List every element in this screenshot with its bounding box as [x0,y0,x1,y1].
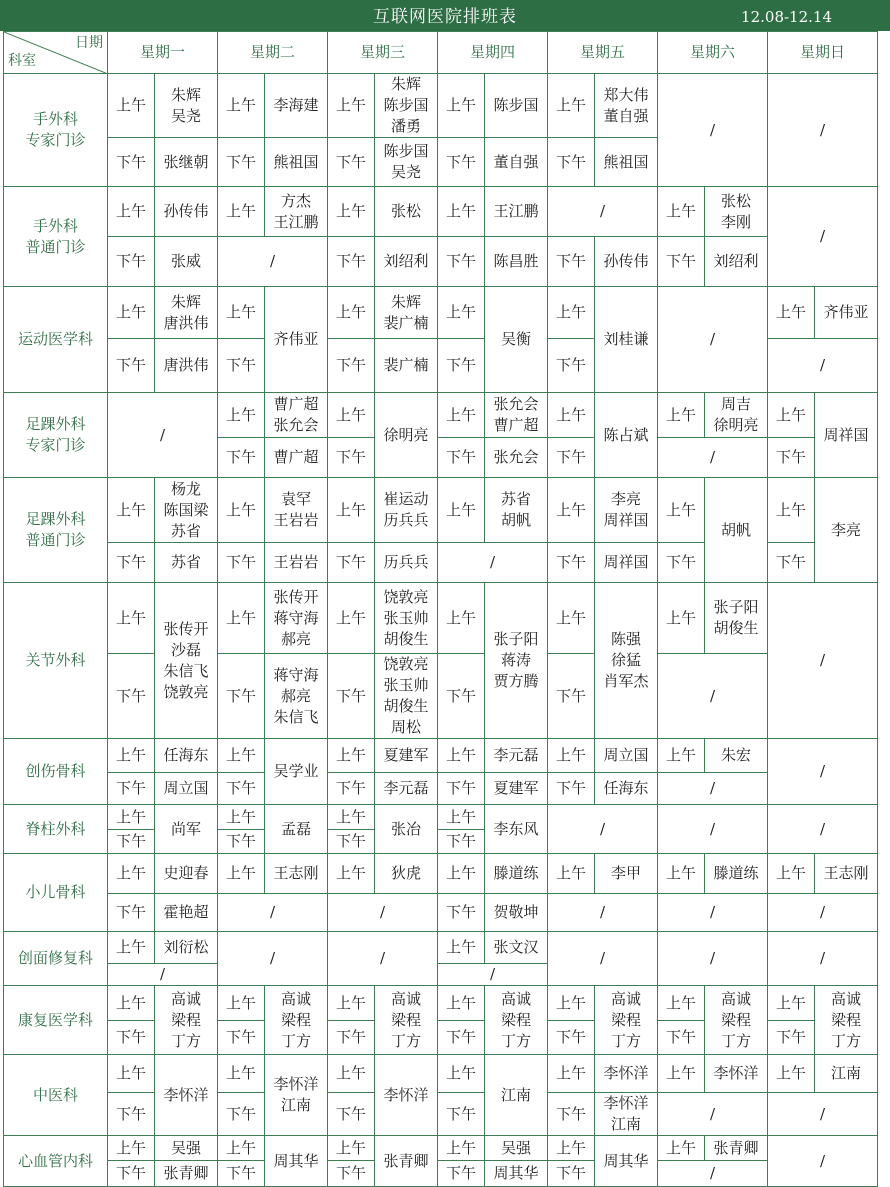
page-title: 互联网医院排班表 [373,7,517,27]
am-label: 上午 [328,854,375,894]
am-label: 上午 [328,805,375,830]
am-label: 上午 [548,74,595,138]
doctor-cell[interactable]: 张允会 曹广超 [485,393,548,438]
am-label: 上午 [658,187,705,237]
no-clinic-slash: / [438,964,548,986]
no-clinic-slash: / [218,932,328,986]
pm-label: 下午 [218,339,265,393]
no-clinic-slash: / [328,932,438,986]
am-label: 上午 [328,1136,375,1161]
am-label: 上午 [218,187,265,237]
day-header: 星期二 [218,32,328,74]
am-label: 上午 [108,932,155,964]
doctor-cell[interactable]: 张子阳 胡俊生 [705,583,768,654]
pm-label: 下午 [438,138,485,187]
am-label: 上午 [658,583,705,654]
doctor-cell[interactable]: 李亮 周祥国 [595,478,658,543]
doctor-cell[interactable]: 苏省 胡帆 [485,478,548,543]
am-label: 上午 [658,854,705,894]
doctor-cell[interactable]: 李海建 [265,74,328,138]
am-label: 上午 [328,287,375,339]
am-label: 上午 [658,739,705,773]
am-label: 上午 [438,74,485,138]
doctor-cell[interactable]: 高诚 梁程 丁方 [705,986,768,1055]
pm-label: 下午 [328,654,375,739]
no-clinic-slash: / [768,894,878,932]
doctor-cell[interactable]: 周立国 [595,739,658,773]
doctor-cell[interactable]: 周吉 徐明亮 [705,393,768,438]
pm-label: 下午 [438,438,485,478]
am-label: 上午 [768,1055,815,1093]
no-clinic-slash: / [768,74,878,187]
am-label: 上午 [108,805,155,830]
pm-label: 下午 [328,830,375,854]
am-label: 上午 [108,287,155,339]
no-clinic-slash: / [658,654,768,739]
doctor-cell[interactable]: 刘绍利 [375,237,438,287]
doctor-cell[interactable]: 李亮 [815,478,878,583]
am-label: 上午 [108,1055,155,1093]
pm-label: 下午 [438,773,485,805]
pm-label: 下午 [548,237,595,287]
doctor-cell[interactable]: 周祥国 [595,543,658,583]
pm-label: 下午 [328,138,375,187]
doctor-cell[interactable]: 江南 [815,1055,878,1093]
pm-label: 下午 [328,543,375,583]
am-label: 上午 [218,393,265,438]
dept-name: 手外科 专家门诊 [4,74,108,187]
doctor-cell[interactable]: 杨龙 陈国梁 苏省 [155,478,218,543]
doctor-cell[interactable]: 滕道练 [705,854,768,894]
pm-label: 下午 [218,138,265,187]
am-label: 上午 [548,1136,595,1161]
doctor-cell[interactable]: 高诚 梁程 丁方 [155,986,218,1055]
pm-label: 下午 [108,654,155,739]
doctor-cell[interactable]: 李甲 [595,854,658,894]
pm-label: 下午 [438,339,485,393]
dept-name: 创伤骨科 [4,739,108,805]
pm-label: 下午 [108,830,155,854]
doctor-cell[interactable]: 张继朝 [155,138,218,187]
doctor-cell[interactable]: 李元磊 [485,739,548,773]
pm-label: 下午 [328,339,375,393]
doctor-cell[interactable]: 高诚 梁程 丁方 [595,986,658,1055]
am-label: 上午 [768,478,815,543]
dept-name: 创面修复科 [4,932,108,986]
no-clinic-slash: / [218,894,328,932]
am-label: 上午 [218,478,265,543]
am-label: 上午 [218,805,265,830]
am-label: 上午 [438,1055,485,1093]
am-label: 上午 [658,393,705,438]
doctor-cell[interactable]: 董自强 [485,138,548,187]
doctor-cell[interactable]: 王岩岩 [265,543,328,583]
am-label: 上午 [548,739,595,773]
doctor-cell[interactable]: 朱辉 裴广楠 [375,287,438,339]
pm-label: 下午 [108,773,155,805]
pm-label: 下午 [438,1093,485,1136]
pm-label: 下午 [218,654,265,739]
doctor-cell[interactable]: 张传开 蒋守海 郝亮 [265,583,328,654]
no-clinic-slash: / [108,393,218,478]
no-clinic-slash: / [548,805,658,854]
doctor-cell[interactable]: 周其华 [485,1161,548,1187]
doctor-cell[interactable]: 任海东 [595,773,658,805]
doctor-cell[interactable]: 熊祖国 [265,138,328,187]
am-label: 上午 [218,739,265,773]
doctor-cell[interactable]: 李怀洋 [155,1055,218,1136]
pm-label: 下午 [108,339,155,393]
doctor-cell[interactable]: 曹广超 [265,438,328,478]
no-clinic-slash: / [658,773,768,805]
pm-label: 下午 [108,1093,155,1136]
corner-header [4,32,108,74]
am-label: 上午 [218,854,265,894]
am-label: 上午 [768,287,815,339]
am-label: 上午 [218,74,265,138]
doctor-cell[interactable]: 熊祖国 [595,138,658,187]
no-clinic-slash: / [658,1093,768,1136]
doctor-cell[interactable]: 陈强 徐猛 肖军杰 [595,583,658,739]
doctor-cell[interactable]: 周其华 [265,1136,328,1187]
pm-label: 下午 [218,830,265,854]
doctor-cell[interactable]: 贺敬坤 [485,894,548,932]
doctor-cell[interactable]: 胡帆 [705,478,768,583]
doctor-cell[interactable]: 吴学业 [265,739,328,805]
no-clinic-slash: / [658,894,768,932]
am-label: 上午 [438,583,485,654]
am-label: 上午 [108,478,155,543]
pm-label: 下午 [438,237,485,287]
dept-name: 心血管内科 [4,1136,108,1187]
pm-label: 下午 [108,237,155,287]
no-clinic-slash: / [658,287,768,393]
doctor-cell[interactable]: 崔运动 历兵兵 [375,478,438,543]
doctor-cell[interactable]: 刘衍松 [155,932,218,964]
pm-label: 下午 [768,438,815,478]
doctor-cell[interactable]: 张青卿 [705,1136,768,1161]
doctor-cell[interactable]: 夏建军 [485,773,548,805]
no-clinic-slash: / [658,932,768,986]
doctor-cell[interactable]: 孙传伟 [595,237,658,287]
no-clinic-slash: / [548,894,658,932]
pm-label: 下午 [548,438,595,478]
pm-label: 下午 [218,438,265,478]
pm-label: 下午 [328,1161,375,1187]
am-label: 上午 [438,805,485,830]
no-clinic-slash: / [548,187,658,237]
day-header: 星期五 [548,32,658,74]
am-label: 上午 [438,287,485,339]
doctor-cell[interactable]: 孙传伟 [155,187,218,237]
pm-label: 下午 [548,773,595,805]
no-clinic-slash: / [658,74,768,187]
doctor-cell[interactable]: 张青卿 [155,1161,218,1187]
no-clinic-slash: / [328,894,438,932]
doctor-cell[interactable]: 王志刚 [265,854,328,894]
am-label: 上午 [548,854,595,894]
no-clinic-slash: / [548,932,658,986]
doctor-cell[interactable]: 朱宏 [705,739,768,773]
day-header: 星期三 [328,32,438,74]
am-label: 上午 [328,187,375,237]
day-header: 星期日 [768,32,878,74]
pm-label: 下午 [438,1021,485,1055]
doctor-cell[interactable]: 周其华 [595,1136,658,1187]
no-clinic-slash: / [768,805,878,854]
pm-label: 下午 [218,773,265,805]
doctor-cell[interactable]: 唐洪伟 [155,339,218,393]
doctor-cell[interactable]: 孟磊 [265,805,328,854]
doctor-cell[interactable]: 饶敦亮 张玉帅 胡俊生 周松 [375,654,438,739]
dept-name: 关节外科 [4,583,108,739]
am-label: 上午 [328,74,375,138]
doctor-cell[interactable]: 史迎春 [155,854,218,894]
pm-label: 下午 [438,830,485,854]
doctor-cell[interactable]: 江南 [485,1055,548,1136]
am-label: 上午 [768,854,815,894]
dept-name: 足踝外科 普通门诊 [4,478,108,583]
am-label: 上午 [328,393,375,438]
doctor-cell[interactable]: 吴强 [485,1136,548,1161]
pm-label: 下午 [108,1021,155,1055]
no-clinic-slash: / [438,543,548,583]
doctor-cell[interactable]: 尚军 [155,805,218,854]
no-clinic-slash: / [658,1161,768,1187]
doctor-cell[interactable]: 陈步国 吴尧 [375,138,438,187]
doctor-cell[interactable]: 曹广超 张允会 [265,393,328,438]
pm-label: 下午 [548,1161,595,1187]
pm-label: 下午 [108,138,155,187]
pm-label: 下午 [548,339,595,393]
am-label: 上午 [548,287,595,339]
am-label: 上午 [108,583,155,654]
am-label: 上午 [438,187,485,237]
doctor-cell[interactable]: 齐伟亚 [265,287,328,393]
am-label: 上午 [768,393,815,438]
pm-label: 下午 [328,1021,375,1055]
doctor-cell[interactable]: 高诚 梁程 丁方 [265,986,328,1055]
pm-label: 下午 [328,773,375,805]
corner-date-label: 日期 [75,35,103,51]
no-clinic-slash: / [768,1136,878,1187]
doctor-cell[interactable]: 张传开 沙磊 朱信飞 饶敦亮 [155,583,218,739]
am-label: 上午 [108,986,155,1021]
doctor-cell[interactable]: 苏省 [155,543,218,583]
dept-name: 脊柱外科 [4,805,108,854]
pm-label: 下午 [768,1021,815,1055]
doctor-cell[interactable]: 狄虎 [375,854,438,894]
pm-label: 下午 [328,438,375,478]
am-label: 上午 [108,74,155,138]
am-label: 上午 [438,478,485,543]
doctor-cell[interactable]: 吴衡 [485,287,548,393]
doctor-cell[interactable]: 李怀洋 [375,1055,438,1136]
doctor-cell[interactable]: 夏建军 [375,739,438,773]
am-label: 上午 [328,1055,375,1093]
pm-label: 下午 [548,1093,595,1136]
am-label: 上午 [438,986,485,1021]
day-header: 星期六 [658,32,768,74]
doctor-cell[interactable]: 张冶 [375,805,438,854]
am-label: 上午 [768,986,815,1021]
am-label: 上午 [218,1136,265,1161]
doctor-cell[interactable]: 李元磊 [375,773,438,805]
dept-name: 中医科 [4,1055,108,1136]
doctor-cell[interactable]: 张松 李刚 [705,187,768,237]
doctor-cell[interactable]: 张松 [375,187,438,237]
corner-dept-label: 科室 [8,53,36,69]
dept-name: 手外科 普通门诊 [4,187,108,287]
doctor-cell[interactable]: 陈占斌 [595,393,658,478]
doctor-cell[interactable]: 朱辉 陈步国 潘勇 [375,74,438,138]
am-label: 上午 [218,986,265,1021]
doctor-cell[interactable]: 袁罕 王岩岩 [265,478,328,543]
am-label: 上午 [218,1055,265,1093]
pm-label: 下午 [438,1161,485,1187]
doctor-cell[interactable]: 刘绍利 [705,237,768,287]
pm-label: 下午 [548,543,595,583]
doctor-cell[interactable]: 高诚 梁程 丁方 [375,986,438,1055]
day-header: 星期一 [108,32,218,74]
doctor-cell[interactable]: 张青卿 [375,1136,438,1187]
pm-label: 下午 [218,1021,265,1055]
doctor-cell[interactable]: 周祥国 [815,393,878,478]
am-label: 上午 [108,187,155,237]
doctor-cell[interactable]: 王江鹏 [485,187,548,237]
doctor-cell[interactable]: 李东风 [485,805,548,854]
no-clinic-slash: / [768,739,878,805]
pm-label: 下午 [218,543,265,583]
am-label: 上午 [438,739,485,773]
am-label: 上午 [438,1136,485,1161]
pm-label: 下午 [658,1021,705,1055]
doctor-cell[interactable]: 陈步国 [485,74,548,138]
am-label: 上午 [108,1136,155,1161]
title-bar [0,0,890,31]
no-clinic-slash: / [768,339,878,393]
doctor-cell[interactable]: 饶敦亮 张玉帅 胡俊生 [375,583,438,654]
pm-label: 下午 [108,1161,155,1187]
doctor-cell[interactable]: 周立国 [155,773,218,805]
pm-label: 下午 [328,1093,375,1136]
doctor-cell[interactable]: 朱辉 吴尧 [155,74,218,138]
doctor-cell[interactable]: 历兵兵 [375,543,438,583]
schedule-table [3,31,878,1187]
am-label: 上午 [548,393,595,438]
pm-label: 下午 [218,1093,265,1136]
am-label: 上午 [328,986,375,1021]
doctor-cell[interactable]: 张允会 [485,438,548,478]
date-range: 12.08-12.14 [741,8,832,26]
doctor-cell[interactable]: 任海东 [155,739,218,773]
doctor-cell[interactable]: 陈昌胜 [485,237,548,287]
am-label: 上午 [438,854,485,894]
pm-label: 下午 [328,237,375,287]
doctor-cell[interactable]: 李怀洋 [705,1055,768,1093]
am-label: 上午 [658,478,705,543]
doctor-cell[interactable]: 张子阳 蒋涛 贾方腾 [485,583,548,739]
am-label: 上午 [548,1055,595,1093]
no-clinic-slash: / [108,964,218,986]
am-label: 上午 [658,1136,705,1161]
doctor-cell[interactable]: 方杰 王江鹏 [265,187,328,237]
no-clinic-slash: / [768,932,878,986]
pm-label: 下午 [438,894,485,932]
am-label: 上午 [548,986,595,1021]
dept-name: 足踝外科 专家门诊 [4,393,108,478]
doctor-cell[interactable]: 李怀洋 江南 [595,1093,658,1136]
doctor-cell[interactable]: 高诚 梁程 丁方 [815,986,878,1055]
pm-label: 下午 [438,654,485,739]
dept-name: 小儿骨科 [4,854,108,932]
doctor-cell[interactable]: 滕道练 [485,854,548,894]
pm-label: 下午 [658,237,705,287]
dept-name: 运动医学科 [4,287,108,393]
am-label: 上午 [438,393,485,438]
doctor-cell[interactable]: 李怀洋 [595,1055,658,1093]
no-clinic-slash: / [768,583,878,739]
am-label: 上午 [218,583,265,654]
doctor-cell[interactable]: 蒋守海 郝亮 朱信飞 [265,654,328,739]
doctor-cell[interactable]: 刘桂谦 [595,287,658,393]
am-label: 上午 [328,739,375,773]
no-clinic-slash: / [768,187,878,287]
doctor-cell[interactable]: 吴强 [155,1136,218,1161]
doctor-cell[interactable]: 齐伟亚 [815,287,878,339]
no-clinic-slash: / [658,805,768,854]
pm-label: 下午 [658,543,705,583]
doctor-cell[interactable]: 张威 [155,237,218,287]
doctor-cell[interactable]: 朱辉 唐洪伟 [155,287,218,339]
no-clinic-slash: / [658,438,768,478]
am-label: 上午 [658,1055,705,1093]
doctor-cell[interactable]: 王志刚 [815,854,878,894]
am-label: 上午 [548,583,595,654]
am-label: 上午 [108,739,155,773]
no-clinic-slash: / [768,1093,878,1136]
doctor-cell[interactable]: 高诚 梁程 丁方 [485,986,548,1055]
pm-label: 下午 [108,894,155,932]
pm-label: 下午 [548,1021,595,1055]
am-label: 上午 [658,986,705,1021]
pm-label: 下午 [548,654,595,739]
pm-label: 下午 [768,543,815,583]
no-clinic-slash: / [218,237,328,287]
pm-label: 下午 [548,138,595,187]
day-header: 星期四 [438,32,548,74]
doctor-cell[interactable]: 张文汉 [485,932,548,964]
pm-label: 下午 [218,1161,265,1187]
doctor-cell[interactable]: 霍艳超 [155,894,218,932]
dept-name: 康复医学科 [4,986,108,1055]
doctor-cell[interactable]: 郑大伟 董自强 [595,74,658,138]
pm-label: 下午 [108,543,155,583]
am-label: 上午 [218,287,265,339]
am-label: 上午 [438,932,485,964]
doctor-cell[interactable]: 裴广楠 [375,339,438,393]
am-label: 上午 [108,854,155,894]
doctor-cell[interactable]: 李怀洋 江南 [265,1055,328,1136]
am-label: 上午 [328,478,375,543]
am-label: 上午 [328,583,375,654]
doctor-cell[interactable]: 徐明亮 [375,393,438,478]
am-label: 上午 [548,478,595,543]
